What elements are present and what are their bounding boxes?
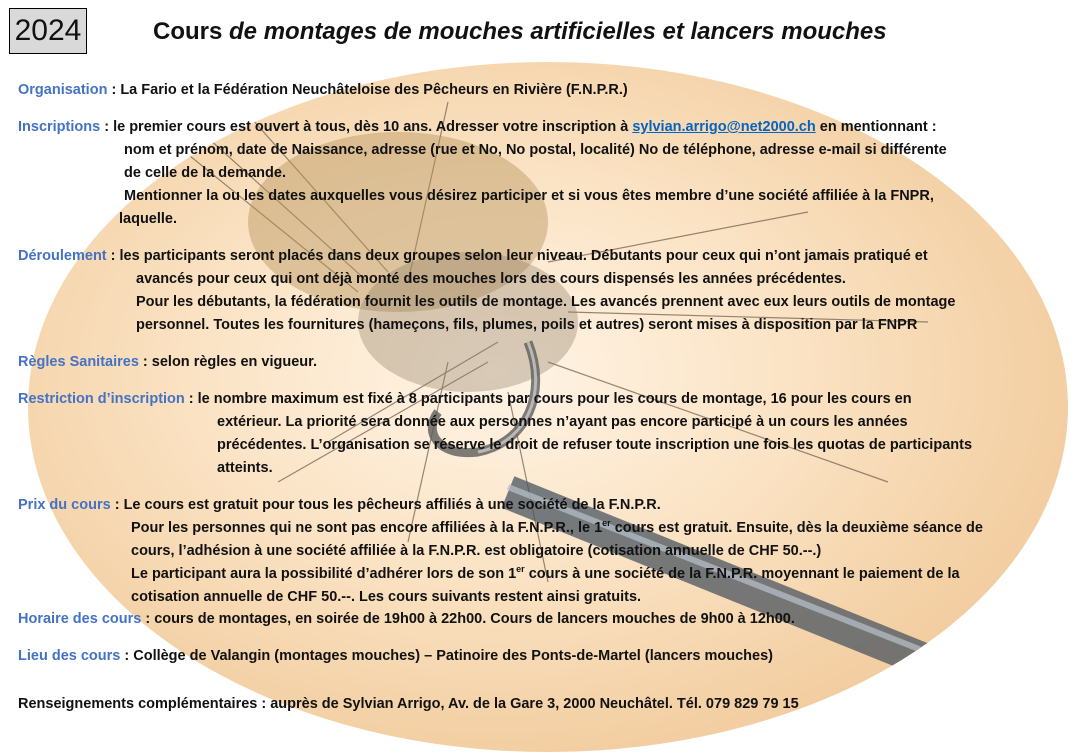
prix-line-3: cours, l’adhésion à une société affiliée à la F.N.P.R. est obligatoire (cotisation annuelle de CHF 50.--.) [131, 543, 822, 559]
deroulement-line-2: avancés pour ceux qui ont déjà monté des mouches lors des cours dispensés les années précédentes. [136, 271, 846, 287]
lieu-label: Lieu des cours [18, 648, 121, 664]
lieu-section [18, 645, 773, 668]
prix-line-2b: cours est gratuit. Ensuite, dès la deuxième séance de [610, 520, 983, 536]
year-badge: 2024 [9, 8, 87, 54]
separator: : [107, 82, 121, 98]
prix-line-2 [131, 517, 983, 540]
restriction-section [18, 388, 912, 411]
inscriptions-label: Inscriptions [18, 119, 101, 135]
horaire-text: cours de montages, en soirée de 19h00 à 22h00. Cours de lancers mouches de 9h00 à 12h00. [154, 611, 795, 627]
restriction-line-4: atteints. [217, 460, 273, 476]
prix-line-4b: cours à une société de la F.N.P.R. moyennant le paiement de la [524, 566, 960, 582]
deroulement-label: Déroulement [18, 248, 107, 264]
prix-line-4 [131, 563, 960, 586]
title-italic: de montages de mouches artificielles et lancers mouches [229, 18, 887, 45]
regles-text: selon règles en vigueur. [151, 354, 317, 370]
prix-line-4-sup: er [516, 564, 525, 575]
separator: : [100, 119, 114, 135]
organisation-text: La Fario et la Fédération Neuchâteloise des Pêcheurs en Rivière (F.N.P.R.) [120, 82, 628, 98]
deroulement-line-1: les participants seront placés dans deux groupes selon leur niveau. Débutants pour ceux qui n’ont jamais pratiqué et [119, 248, 928, 264]
prix-line-5: cotisation annuelle de CHF 50.--. Les cours suivants restent ainsi gratuits. [131, 589, 642, 605]
page-title [153, 18, 887, 46]
separator: : [184, 391, 198, 407]
inscriptions-section [18, 116, 937, 139]
renseignements-text: Renseignements complémentaires : auprès de Sylvian Arrigo, Av. de la Gare 3, 2000 Neuchâtel. Tél. 079 829 79 15 [18, 696, 799, 712]
regles-section [18, 351, 317, 374]
inscriptions-line-4: Mentionner la ou les dates auxquelles vous désirez participer et si vous êtes membre d’une société affiliée à la FNPR, [124, 188, 934, 204]
restriction-label: Restriction d’inscription [18, 391, 185, 407]
deroulement-line-4: personnel. Toutes les fournitures (hameçons, fils, plumes, poils et autres) seront mises à disposition par la FNPR [136, 317, 918, 333]
inscriptions-line-3: de celle de la demande. [124, 165, 286, 181]
prix-line-2-sup: er [602, 518, 611, 529]
prix-line-4a: Le participant aura la possibilité d’adhérer lors de son 1 [131, 566, 517, 582]
horaire-label: Horaire des cours [18, 611, 142, 627]
email-link[interactable]: sylvian.arrigo@net2000.ch [632, 119, 816, 135]
separator: : [110, 497, 124, 513]
separator: : [106, 248, 120, 264]
restriction-line-1: le nombre maximum est fixé à 8 participants par cours pour les cours de montage, 16 pour les cours en [197, 391, 912, 407]
restriction-line-3: précédentes. L’organisation se réserve le droit de refuser toute inscription une fois les quotas de participants [217, 437, 973, 453]
organisation-section [18, 79, 628, 102]
separator: : [120, 648, 134, 664]
prix-line-1: Le cours est gratuit pour tous les pêcheurs affiliés à une société de la F.N.P.R. [123, 497, 661, 513]
organisation-label: Organisation [18, 82, 108, 98]
lieu-text: Collège de Valangin (montages mouches) – Patinoire des Ponts-de-Martel (lancers mouches) [133, 648, 773, 664]
prix-line-2a: Pour les personnes qui ne sont pas encore affiliées à la F.N.P.R., le 1 [131, 520, 603, 536]
horaire-section [18, 608, 795, 631]
restriction-line-2: extérieur. La priorité sera donnée aux personnes n’ayant pas encore participé à un cours les années [217, 414, 908, 430]
inscriptions-line-2: nom et prénom, date de Naissance, adresse (rue et No, No postal, localité) No de téléphone, adresse e-mail si différente [124, 142, 947, 158]
deroulement-line-3: Pour les débutants, la fédération fournit les outils de montage. Les avancés prennent avec eux leurs outils de montage [136, 294, 956, 310]
regles-label: Règles Sanitaires [18, 354, 139, 370]
deroulement-section [18, 245, 928, 268]
inscriptions-line-1a: le premier cours est ouvert à tous, dès 10 ans. Adresser votre inscription à [113, 119, 629, 135]
inscriptions-line-1b: en mentionnant : [819, 119, 937, 135]
separator: : [138, 354, 152, 370]
prix-section [18, 494, 661, 517]
separator: : [141, 611, 155, 627]
prix-label: Prix du cours [18, 497, 111, 513]
inscriptions-line-5: laquelle. [119, 211, 178, 227]
title-plain: Cours [153, 18, 230, 45]
